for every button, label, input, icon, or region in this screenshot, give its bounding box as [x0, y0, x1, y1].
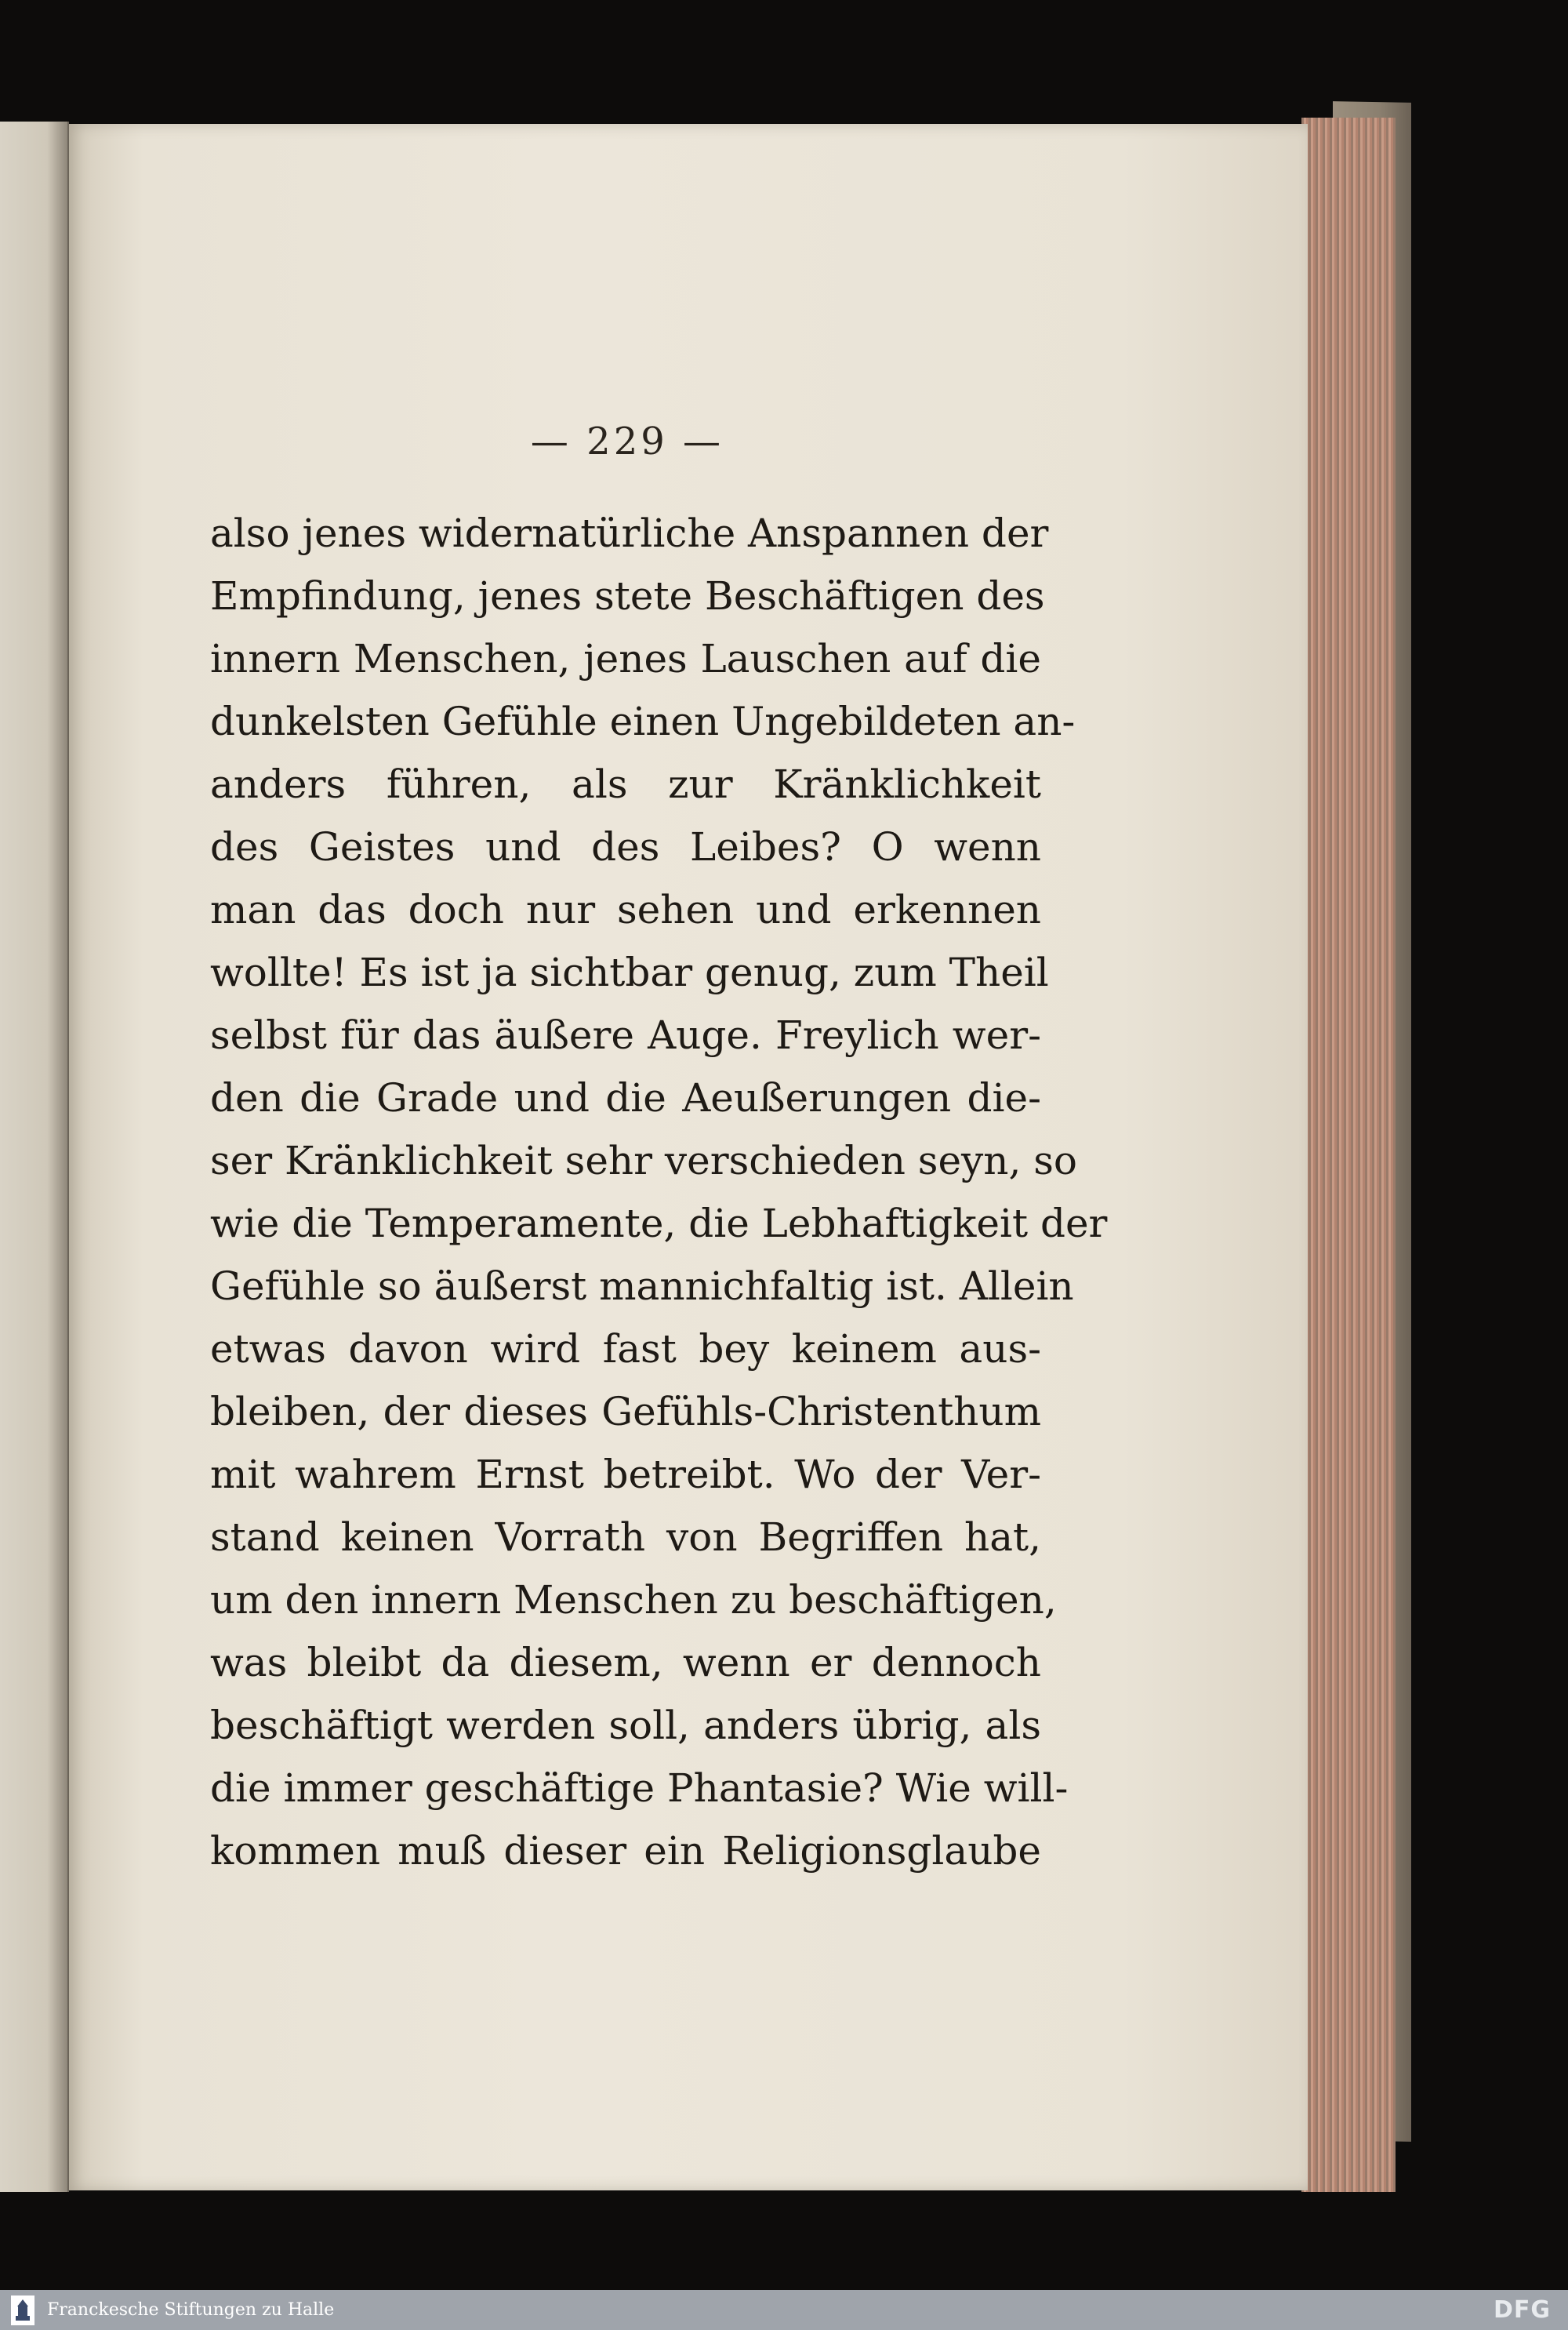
text-line: des Geistes und des Leibes? O wenn: [210, 824, 1041, 870]
text-line: Gefühle so äußerst mannichfaltig ist. Allein: [210, 1263, 1074, 1309]
left-page-edge: [0, 122, 69, 2192]
page-edges: [1301, 118, 1396, 2192]
text-line: bleiben, der dieses Gefühls-Christenthum: [210, 1389, 1041, 1434]
page-number: — 229 —: [530, 420, 724, 463]
text-line: was bleibt da diesem, wenn er dennoch: [210, 1640, 1041, 1685]
text-line: mit wahrem Ernst betreibt. Wo der Ver-: [210, 1452, 1041, 1497]
text-line: stand keinen Vorrath von Begriffen hat,: [210, 1514, 1041, 1560]
text-line: anders führen, als zur Kränklichkeit: [210, 762, 1041, 807]
dfg-logo: DFG: [1493, 2296, 1551, 2324]
footer-bar: [0, 2290, 1568, 2330]
text-line: die immer geschäftige Phantasie? Wie will-: [210, 1765, 1069, 1811]
text-line: selbst für das äußere Auge. Freylich wer-: [210, 1012, 1041, 1058]
page-text: [210, 502, 1108, 1882]
text-line: kommen muß dieser ein Religionsglaube: [210, 1828, 1041, 1874]
text-line: innern Menschen, jenes Lauschen auf die: [210, 636, 1041, 682]
text-line: etwas davon wird fast bey keinem aus-: [210, 1326, 1041, 1372]
text-line: um den innern Menschen zu beschäftigen,: [210, 1577, 1057, 1623]
institution-name: Franckesche Stiftungen zu Halle: [47, 2300, 335, 2320]
text-line: Empfindung, jenes stete Beschäftigen des: [210, 573, 1045, 619]
text-line: beschäftigt werden soll, anders übrig, als: [210, 1703, 1041, 1748]
text-line: wollte! Es ist ja sichtbar genug, zum Theil: [210, 950, 1049, 995]
text-line: man das doch nur sehen und erkennen: [210, 887, 1041, 932]
text-line: also jenes widernatürliche Anspannen der: [210, 511, 1049, 556]
franckesche-stiftungen-logo-icon: [11, 2295, 34, 2325]
text-line: wie die Temperamente, die Lebhaftigkeit der: [210, 1201, 1108, 1246]
text-line: ser Kränklichkeit sehr verschieden seyn, so: [210, 1138, 1078, 1183]
text-line: dunkelsten Gefühle einen Ungebildeten an-: [210, 699, 1076, 744]
text-line: den die Grade und die Aeußerungen die-: [210, 1075, 1041, 1121]
